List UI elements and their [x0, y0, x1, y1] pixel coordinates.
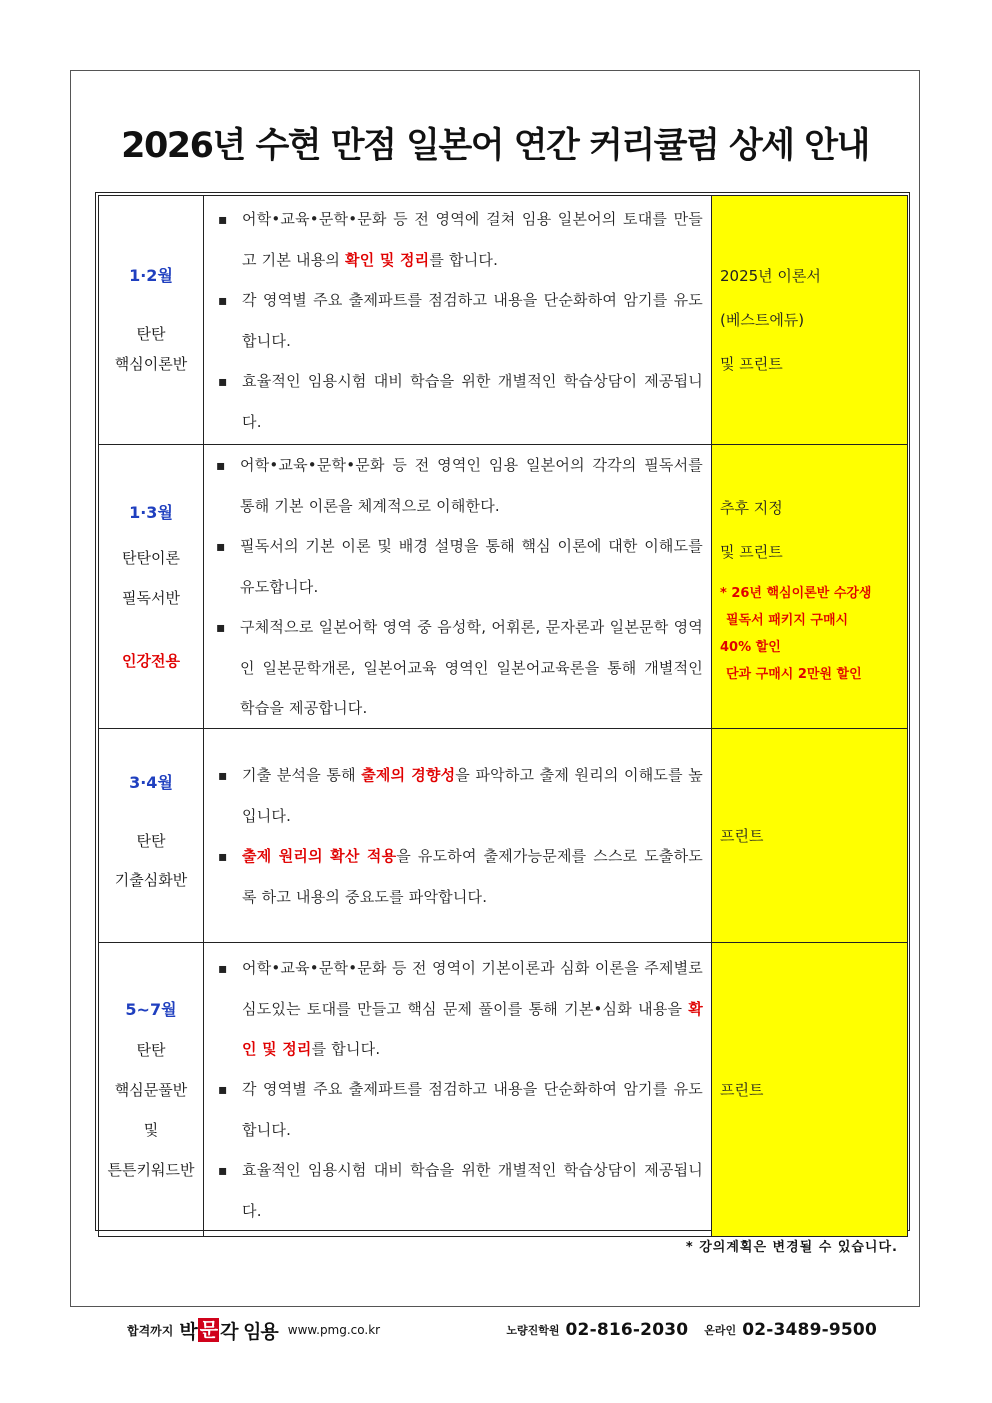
highlight-text: 출제의 경향성	[361, 765, 456, 784]
promo-line: 40% 할인	[720, 639, 781, 655]
bullet-text: 효율적인 임용시험 대비 학습을 위한 개별적인 학습상담이 제공됩니다.	[242, 1161, 703, 1220]
material-line: (베스트에듀)	[720, 311, 805, 329]
bullet-text: 효율적인 임용시험 대비 학습을 위한 개별적인 학습상담이 제공됩니다.	[242, 371, 703, 431]
period-cell	[99, 196, 204, 445]
bullet-text: 각 영역별 주요 출제파트를 점검하고 내용을 단순화하여 암기를 유도합니다.	[242, 290, 703, 350]
bullet-item	[218, 199, 703, 280]
bullet-text: 필독서의 기본 이론 및 배경 설명을 통해 핵심 이론에 대한 이해도를 유도합니다.	[240, 537, 703, 596]
course-name-line: 필독서반	[122, 588, 180, 607]
curriculum-table-wrapper	[95, 192, 910, 1231]
highlight-text: 출제 원리의 확산 적용	[242, 846, 397, 865]
brand-logo	[179, 1317, 277, 1344]
material-cell	[712, 729, 908, 943]
material-line: 프린트	[720, 826, 764, 845]
table-row	[99, 943, 908, 1237]
course-name-line: 핵심문풀반	[114, 1080, 188, 1099]
bullet-text: 기출 분석을 통해	[242, 765, 362, 784]
course-name-line: 핵심이론반	[114, 355, 188, 373]
contact-phone: 02-816-2030	[565, 1320, 689, 1340]
course-name-line: 탄탄	[136, 1040, 166, 1059]
content-cell	[204, 196, 712, 445]
material-line: 및 프린트	[720, 355, 783, 373]
course-name-line: 튼튼키워드반	[107, 1160, 195, 1179]
material-line: 2025년 이론서	[720, 267, 821, 285]
bullet-item	[216, 526, 703, 607]
material-line: 및 프린트	[720, 542, 783, 561]
course-name-line: 기출심화반	[114, 870, 188, 889]
bullet-text: 어학•교육•문학•문화 등 전 영역에 걸쳐 임용 일본어의 토대를 만들고 기본 내용의	[242, 209, 703, 269]
page-title: 2026년 수현 만점 일본어 연간 커리큘럼 상세 안내	[121, 126, 869, 166]
month-label: 3·4월	[129, 772, 173, 792]
bullet-text: 을 파악하고 출제 원리의 이해도를 높입니다.	[242, 765, 703, 825]
contact-label: 온라인	[704, 1324, 737, 1337]
footer-tagline: 합격까지	[127, 1323, 174, 1338]
table-row	[99, 196, 908, 445]
online-only-label: 인강전용	[122, 651, 180, 670]
bullet-item	[218, 361, 703, 442]
logo-part: 임용	[237, 1320, 278, 1343]
month-label: 1·2월	[129, 266, 173, 285]
course-name-line: 및	[143, 1120, 159, 1139]
material-cell	[712, 196, 908, 445]
course-name-line: 탄탄이론	[122, 548, 180, 567]
content-cell	[204, 943, 712, 1237]
bullet-text: 어학•교육•문학•문화 등 전 영역이 기본이론과 심화 이론을 주제별로 심도있는 토대를 만들고 핵심 문제 풀이를 통해 기본•심화 내용을	[242, 959, 703, 1018]
contact-phone: 02-3489-9500	[742, 1320, 877, 1340]
bullet-item	[218, 755, 703, 836]
bullet-item	[216, 445, 703, 526]
course-name-line: 탄탄	[136, 831, 166, 850]
footer-brand	[127, 1316, 380, 1344]
highlight-text: 확인 및 정리	[242, 1000, 703, 1058]
bullet-item	[216, 607, 703, 728]
material-cell	[712, 445, 908, 729]
table-row	[99, 445, 908, 729]
bullet-item	[218, 280, 703, 361]
month-label: 5~7월	[125, 999, 177, 1019]
bullet-text: 각 영역별 주요 출제파트를 점검하고 내용을 단순화하여 암기를 유도합니다.	[242, 1080, 703, 1139]
bullet-text: 를 합니다.	[311, 1040, 381, 1058]
promo-line: 필독서 패키지 구매시	[726, 612, 849, 628]
logo-part: 박	[179, 1320, 197, 1343]
bullet-item	[218, 836, 703, 917]
content-cell	[204, 445, 712, 729]
period-cell	[99, 445, 204, 729]
highlight-text: 확인 및 정리	[345, 250, 430, 269]
period-cell	[99, 943, 204, 1237]
material-line: 프린트	[720, 1080, 764, 1099]
month-label: 1·3월	[129, 502, 173, 522]
bullet-text: 을 유도하여 출제가능문제를 스스로 도출하도록 하고 내용의 중요도를 파악합니다.	[242, 846, 703, 906]
promo-note	[720, 574, 907, 688]
period-cell	[99, 729, 204, 943]
bullet-item	[218, 948, 703, 1069]
bullet-text: 구체적으로 일본어학 영역 중 음성학, 어휘론, 문자론과 일본문학 영역인 일본문학개론, 일본어교육 영역인 일본어교육론을 통해 개별적인 학습을 제공합니다.	[240, 618, 703, 717]
promo-line: 단과 구매시 2만원 할인	[726, 666, 862, 682]
bullet-item	[218, 1069, 703, 1150]
logo-part: 각	[220, 1320, 238, 1343]
footer-contacts	[506, 1316, 877, 1344]
logo-part: 문	[199, 1319, 218, 1341]
course-name-line: 탄탄	[136, 325, 166, 343]
content-cell	[204, 729, 712, 943]
change-notice: * 강의계획은 변경될 수 있습니다.	[685, 1240, 898, 1255]
bullet-item	[218, 1150, 703, 1231]
website-link[interactable]: www.pmg.co.kr	[287, 1323, 381, 1337]
curriculum-table	[98, 195, 908, 1237]
material-line: 추후 지정	[720, 498, 783, 517]
table-row	[99, 729, 908, 943]
bullet-text: 를 합니다.	[429, 250, 499, 269]
contact-label: 노량진학원	[506, 1324, 560, 1337]
bullet-text: 어학•교육•문학•문화 등 전 영역인 임용 일본어의 각각의 필독서를 통해 기본 이론을 체계적으로 이해한다.	[240, 456, 703, 515]
material-cell	[712, 943, 908, 1237]
promo-line: * 26년 핵심이론반 수강생	[720, 585, 872, 601]
